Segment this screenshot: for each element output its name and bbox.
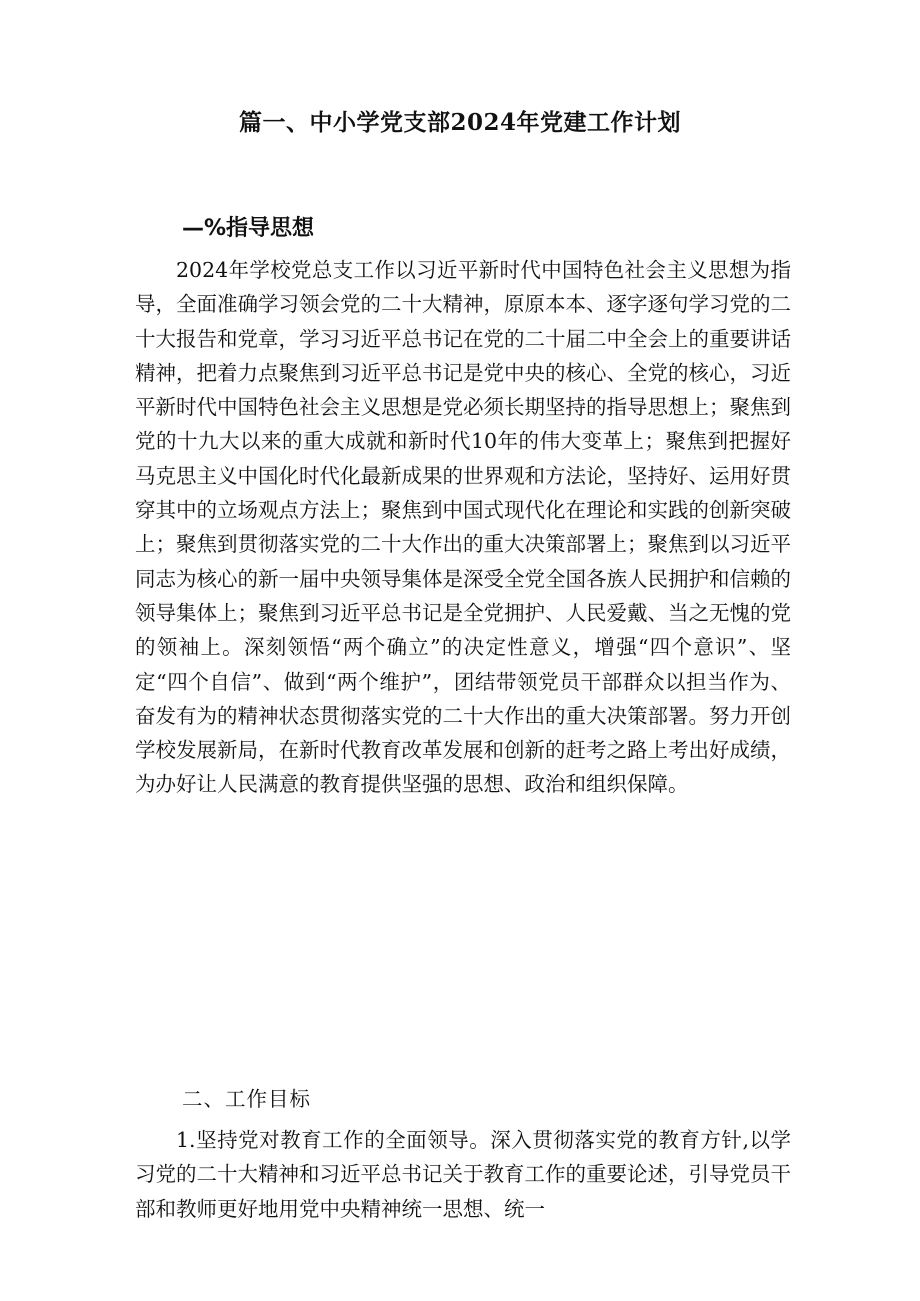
document-title: 篇一、中小学党支部2024年党建工作计划 (238, 109, 681, 136)
section-heading-work-goals: 二、工作目标 (182, 1087, 311, 1111)
body-paragraph: 1.坚持党对教育工作的全面领导。深入贯彻落实党的教育方针,以学习党的二十大精神和习近平总书记关于教育工作的重要论述，引导党员干部和教师更好地用党中央精神统一思想、统一 (135, 1128, 791, 1221)
body-paragraph: 2024年学校党总支工作以习近平新时代中国特色社会主义思想为指导，全面准确学习领会党的二十大精神，原原本本、逐字逐句学习党的二十大报告和党章，学习习近平总书记在党的二十届二中全会上的重要讲话精神，把着力点聚焦到习近平总书记是党中央的核心、全党的核心，习近平新时代中国特色社会主义思想是党必须长期坚持的指导思想上；聚焦到党的十九大以来的重大成就和新时代10年的伟大变革上；聚焦到把握好马克思主义中国化时代化最新成果的世界观和方法论，坚持好、运用好贯穿其中的立场观点方法上；聚焦到中国式现代化在理论和实践的创新突破上；聚焦到贯彻落实党的二十大作出的重大决策部署上；聚焦到以习近平同志为核心的新一届中央领导集体是深受全党全国各族人民拥护和信赖的领导集体上；聚焦到习近平总书记是全党拥护、人民爱戴、当之无愧的党的领袖上。深刻领悟“两个确立”的决定性意义，增强“四个意识”、坚定“四个自信”、做到“两个维护”，团结带领党员干部群众以担当作为、奋发有为的精神状态贯彻落实党的二十大作出的重大决策部署。努力开创学校发展新局，在新时代教育改革发展和创新的赶考之路上考出好成绩，为办好让人民满意的教育提供坚强的思想、政治和组织保障。 (135, 258, 791, 797)
section-heading-guiding-ideology: —%指导思想 (182, 216, 315, 241)
